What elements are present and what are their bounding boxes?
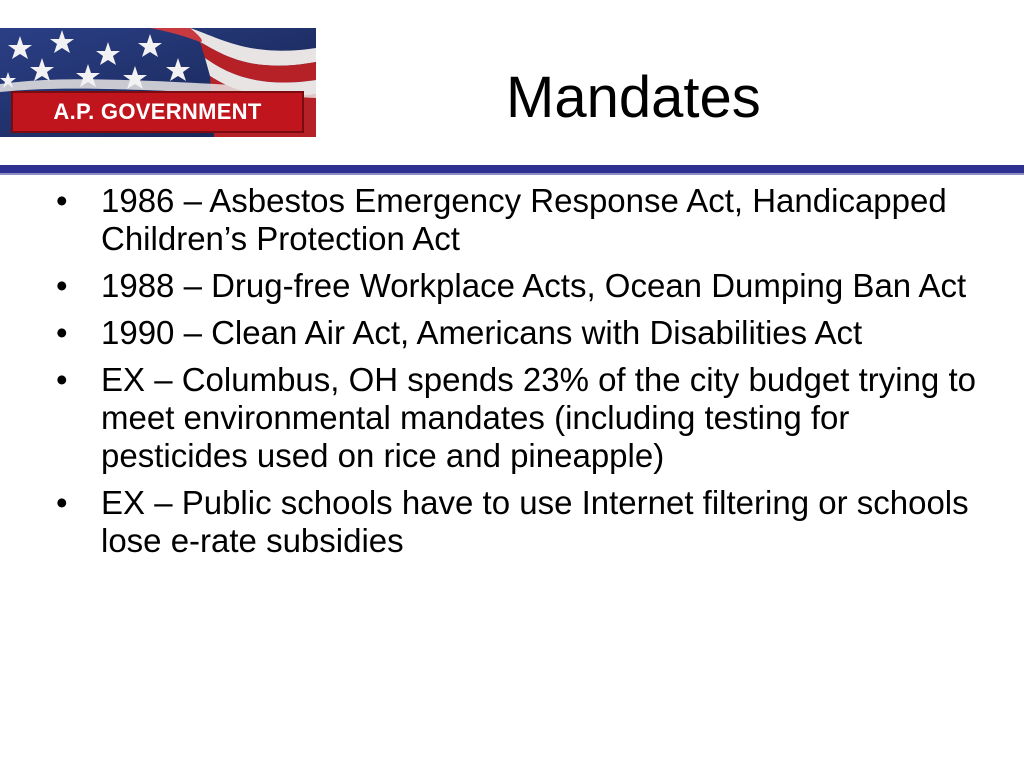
slide-title-area bbox=[316, 62, 1024, 134]
bullet-icon: • bbox=[56, 361, 68, 398]
bullet-text: 1990 – Clean Air Act, Americans with Disabilities Act bbox=[101, 314, 863, 351]
bullet-text: EX – Public schools have to use Internet filtering or schools lose e-rate subsidies bbox=[101, 484, 969, 559]
bullet-list bbox=[56, 182, 986, 569]
slide-title: Mandates bbox=[506, 65, 761, 130]
title-divider bbox=[0, 165, 1024, 173]
bullet-item bbox=[56, 267, 986, 305]
bullet-item bbox=[56, 361, 986, 475]
bullet-item bbox=[56, 182, 986, 258]
bullet-icon: • bbox=[56, 314, 68, 351]
bullet-icon: • bbox=[56, 484, 68, 521]
bullet-item bbox=[56, 314, 986, 352]
bullet-text: 1988 – Drug-free Workplace Acts, Ocean Dumping Ban Act bbox=[101, 267, 967, 304]
title-divider-shadow bbox=[0, 173, 1024, 175]
bullet-icon: • bbox=[56, 267, 68, 304]
ap-government-logo bbox=[0, 28, 316, 137]
bullet-icon: • bbox=[56, 182, 68, 219]
bullet-text: EX – Columbus, OH spends 23% of the city budget trying to meet environmental mandates (including testing for pesticides used on rice and pineapple) bbox=[101, 361, 976, 474]
bullet-item bbox=[56, 484, 986, 560]
bullet-text: 1986 – Asbestos Emergency Response Act, Handicapped Children’s Protection Act bbox=[101, 182, 947, 257]
logo-text: A.P. GOVERNMENT bbox=[53, 99, 262, 124]
